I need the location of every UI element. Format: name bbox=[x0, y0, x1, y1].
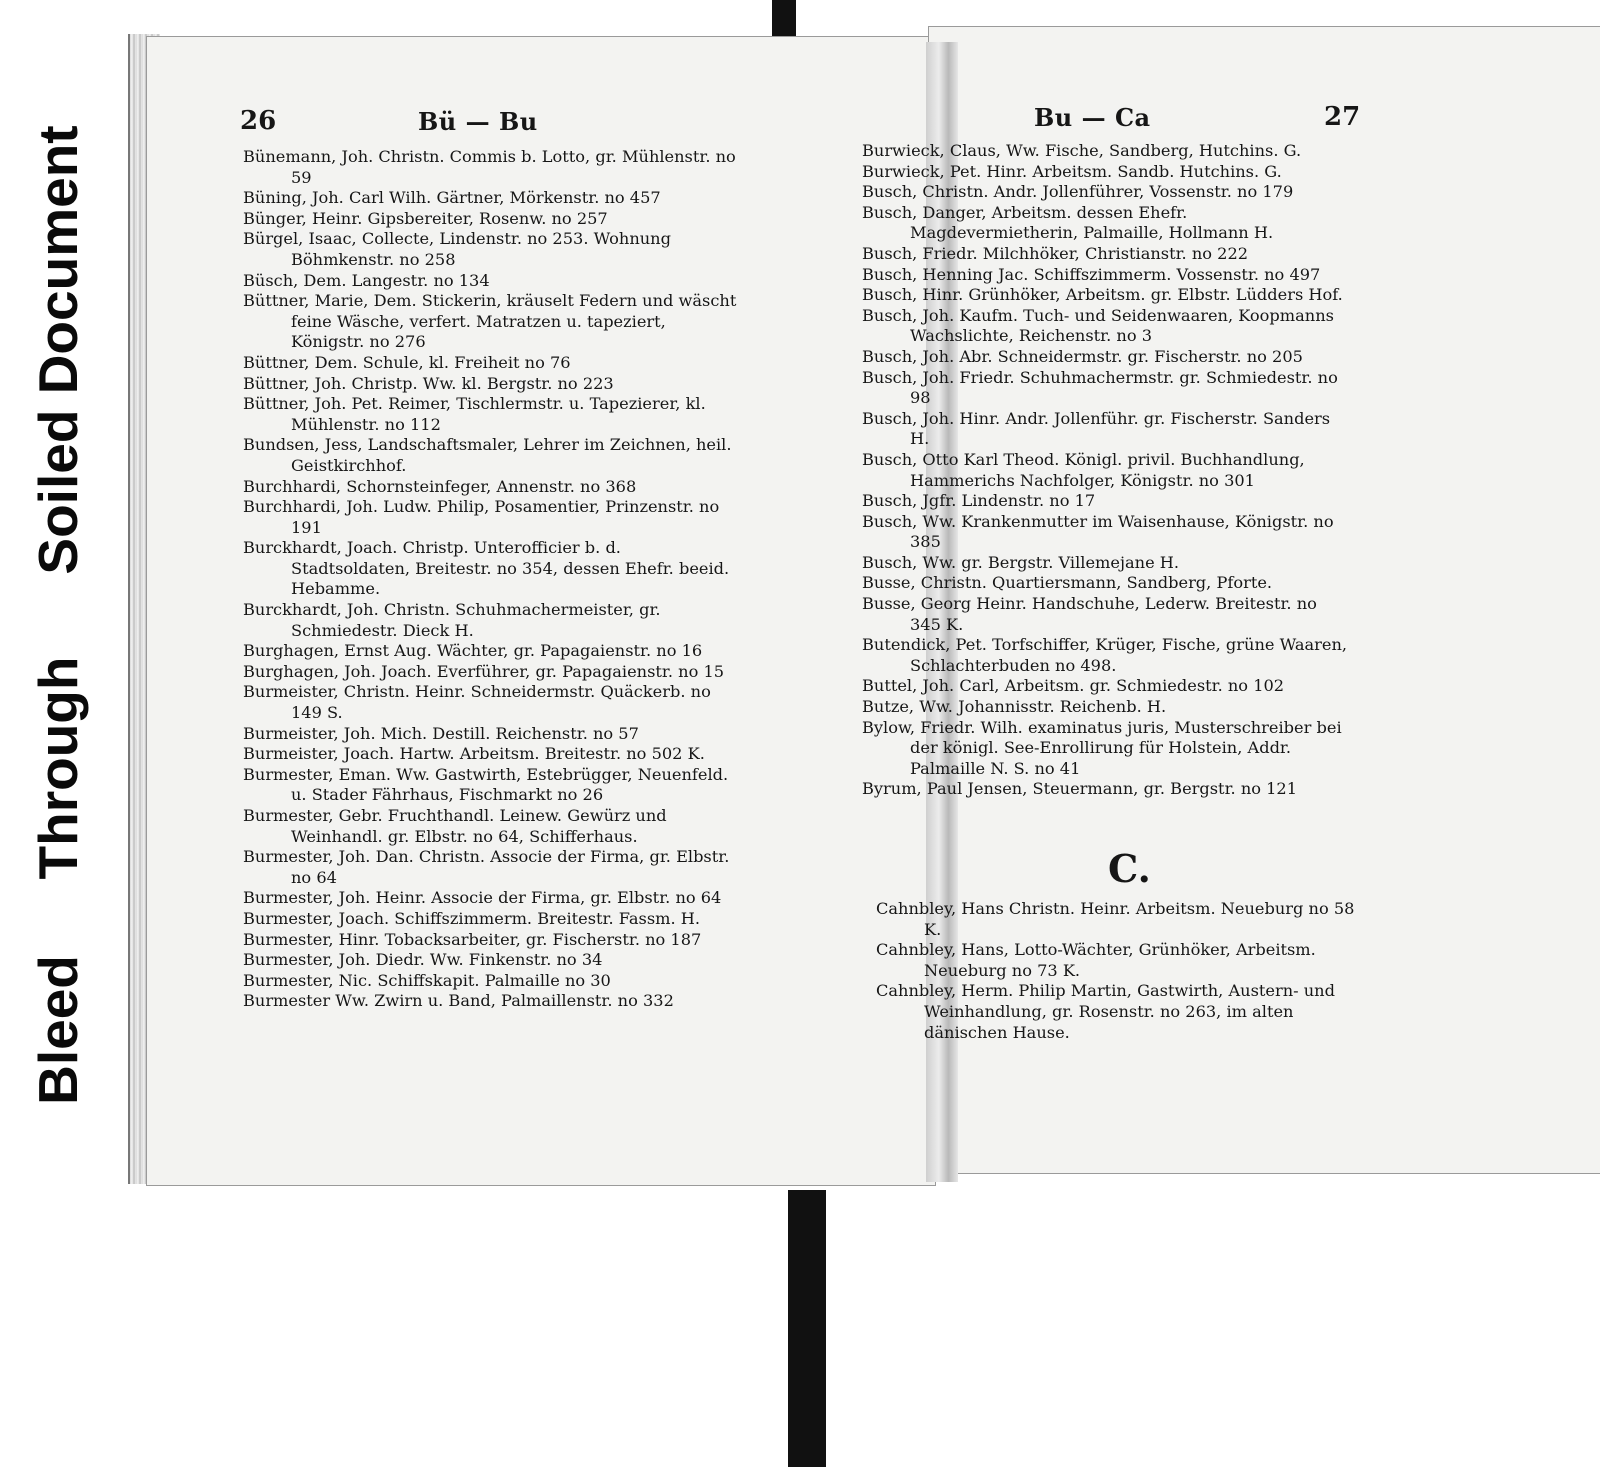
entry: Burmester Ww. Zwirn u. Band, Palmaillenstr. no 332 bbox=[243, 991, 674, 1011]
entry: Butendick, Pet. Torfschiffer, Krüger, Fische, grüne Waaren, Schlachterbuden no 498. bbox=[862, 635, 1348, 675]
entry: Büning, Joh. Carl Wilh. Gärtner, Mörkenstr. no 457 bbox=[243, 188, 661, 208]
entry: Burchhardi, Schornsteinfeger, Annenstr. no 368 bbox=[243, 476, 637, 496]
entry: Burghagen, Ernst Aug. Wächter, gr. Papagaienstr. no 16 bbox=[243, 641, 703, 661]
entry: Busch, Henning Jac. Schiffszimmerm. Vossenstr. no 497 bbox=[862, 264, 1321, 284]
entry: Busch, Ww. Krankenmutter im Waisenhause, Königstr. no 385 bbox=[862, 511, 1334, 552]
right-page-header: Bu — Ca bbox=[1034, 103, 1151, 132]
entry: Burmeister, Joh. Mich. Destill. Reichenstr. no 57 bbox=[243, 723, 639, 743]
entry: Busse, Georg Heinr. Handschuhe, Lederw. Breitestr. no 345 K. bbox=[862, 594, 1317, 634]
right-page-number: 27 bbox=[1324, 102, 1361, 132]
entry: Burckhardt, Joh. Christn. Schuhmachermeister, gr. Schmiedestr. Dieck H. bbox=[243, 600, 661, 640]
entry: Bürgel, Isaac, Collecte, Lindenstr. no 253. Wohnung Böhmkenstr. no 258 bbox=[243, 229, 671, 269]
entry: Büttner, Dem. Schule, kl. Freiheit no 76 bbox=[243, 352, 571, 372]
entry: Burmester, Nic. Schiffskapit. Palmaille no 30 bbox=[243, 970, 611, 990]
entry: Büttner, Joh. Christp. Ww. kl. Bergstr. no 223 bbox=[243, 373, 614, 393]
entry: Burmeister, Christn. Heinr. Schneidermstr. Quäckerb. no 149 S. bbox=[243, 682, 711, 723]
entry: Burchhardi, Joh. Ludw. Philip, Posamentier, Prinzenstr. no 191 bbox=[243, 497, 720, 537]
entry: Busch, Danger, Arbeitsm. dessen Ehefr. Magdevermietherin, Palmaille, Hollmann H. bbox=[862, 202, 1274, 243]
entry: Busch, Joh. Abr. Schneidermstr. gr. Fischerstr. no 205 bbox=[862, 346, 1303, 366]
scan-strip-bottom bbox=[788, 1190, 826, 1467]
entry: Busse, Christn. Quartiersmann, Sandberg, Pforte. bbox=[862, 573, 1273, 593]
left-entries bbox=[243, 147, 743, 1012]
entry: Burmester, Hinr. Tobacksarbeiter, gr. Fischerstr. no 187 bbox=[243, 929, 702, 949]
section-letter: C. bbox=[1108, 846, 1151, 891]
entry: Büsch, Dem. Langestr. no 134 bbox=[243, 270, 490, 290]
section-entries bbox=[876, 899, 1366, 1043]
entry: Burmester, Eman. Ww. Gastwirth, Estebrügger, Neuenfeld. u. Stader Fährhaus, Fischmarkt no 26 bbox=[243, 764, 729, 805]
entry: Busch, Hinr. Grünhöker, Arbeitsm. gr. Elbstr. Lüdders Hof. bbox=[862, 285, 1343, 305]
right-entries bbox=[862, 141, 1352, 800]
side-label-word-1: Bleed bbox=[27, 955, 89, 1105]
entry: Cahnbley, Hans Christn. Heinr. Arbeitsm. Neueburg no 58 K. bbox=[876, 899, 1355, 939]
side-label bbox=[24, 0, 92, 1467]
entry: Burmester, Gebr. Fruchthandl. Leinew. Gewürz und Weinhandl. gr. Elbstr. no 64, Schifferhaus. bbox=[243, 806, 667, 846]
left-page-number: 26 bbox=[240, 106, 277, 136]
entry: Burwieck, Claus, Ww. Fische, Sandberg, Hutchins. G. bbox=[862, 141, 1302, 160]
entry: Byrum, Paul Jensen, Steuermann, gr. Bergstr. no 121 bbox=[862, 779, 1298, 799]
entry: Busch, Joh. Hinr. Andr. Jollenführ. gr. Fischerstr. Sanders H. bbox=[862, 408, 1331, 449]
side-label-word-2: Through bbox=[27, 656, 89, 880]
entry: Buttel, Joh. Carl, Arbeitsm. gr. Schmiedestr. no 102 bbox=[862, 676, 1285, 696]
entry: Burmeister, Joach. Hartw. Arbeitsm. Breitestr. no 502 K. bbox=[243, 744, 705, 764]
entry: Butze, Ww. Johannisstr. Reichenb. H. bbox=[862, 697, 1167, 717]
left-page-header: Bü — Bu bbox=[418, 107, 538, 136]
entry: Burwieck, Pet. Hinr. Arbeitsm. Sandb. Hutchins. G. bbox=[862, 161, 1282, 181]
entry: Burmester, Joach. Schiffszimmerm. Breitestr. Fassm. H. bbox=[243, 908, 701, 928]
entry: Busch, Otto Karl Theod. Königl. privil. Buchhandlung, Hammerichs Nachfolger, Königstr. no 301 bbox=[862, 449, 1305, 490]
entry: Busch, Joh. Friedr. Schuhmachermstr. gr. Schmiedestr. no 98 bbox=[862, 367, 1338, 408]
entry: Busch, Christn. Andr. Jollenführer, Vossenstr. no 179 bbox=[862, 182, 1294, 202]
entry: Burmester, Joh. Heinr. Associe der Firma, gr. Elbstr. no 64 bbox=[243, 888, 722, 908]
entry: Burghagen, Joh. Joach. Everführer, gr. Papagaienstr. no 15 bbox=[243, 661, 725, 681]
entry: Cahnbley, Hans, Lotto-Wächter, Grünhöker, Arbeitsm. Neueburg no 73 K. bbox=[876, 940, 1316, 980]
entry: Busch, Friedr. Milchhöker, Christianstr. no 222 bbox=[862, 243, 1249, 263]
entry: Burmester, Joh. Diedr. Ww. Finkenstr. no 34 bbox=[243, 950, 603, 970]
entry: Burckhardt, Joach. Christp. Unterofficier b. d. Stadtsoldaten, Breitestr. no 354, dessen Ehefr. beeid. Hebamme. bbox=[243, 538, 730, 599]
entry: Cahnbley, Herm. Philip Martin, Gastwirth, Austern- und Weinhandlung, gr. Rosenstr. no 263, im alten dänischen Hause. bbox=[876, 981, 1335, 1042]
entry: Busch, Ww. gr. Bergstr. Villemejane H. bbox=[862, 552, 1180, 572]
entry: Bundsen, Jess, Landschaftsmaler, Lehrer im Zeichnen, heil. Geistkirchhof. bbox=[243, 435, 732, 475]
entry: Bünemann, Joh. Christn. Commis b. Lotto, gr. Mühlenstr. no 59 bbox=[243, 147, 736, 187]
entry: Büttner, Marie, Dem. Stickerin, kräuselt Federn und wäscht feine Wäsche, verfert. Matratzen u. tapeziert, Königstr. no 276 bbox=[243, 291, 737, 352]
entry: Bünger, Heinr. Gipsbereiter, Rosenw. no 257 bbox=[243, 208, 608, 228]
side-label-word-3: Soiled Document bbox=[27, 125, 89, 575]
entry: Büttner, Joh. Pet. Reimer, Tischlermstr. u. Tapezierer, kl. Mühlenstr. no 112 bbox=[243, 394, 706, 434]
entry: Burmester, Joh. Dan. Christn. Associe der Firma, gr. Elbstr. no 64 bbox=[243, 847, 730, 887]
entry: Busch, Jgfr. Lindenstr. no 17 bbox=[862, 491, 1096, 511]
entry: Bylow, Friedr. Wilh. examinatus juris, Musterschreiber bei der königl. See-Enrollirung für Holstein, Addr. Palmaille N. S. no 41 bbox=[862, 717, 1342, 778]
entry: Busch, Joh. Kaufm. Tuch- und Seidenwaaren, Koopmanns Wachslichte, Reichenstr. no 3 bbox=[862, 305, 1334, 346]
